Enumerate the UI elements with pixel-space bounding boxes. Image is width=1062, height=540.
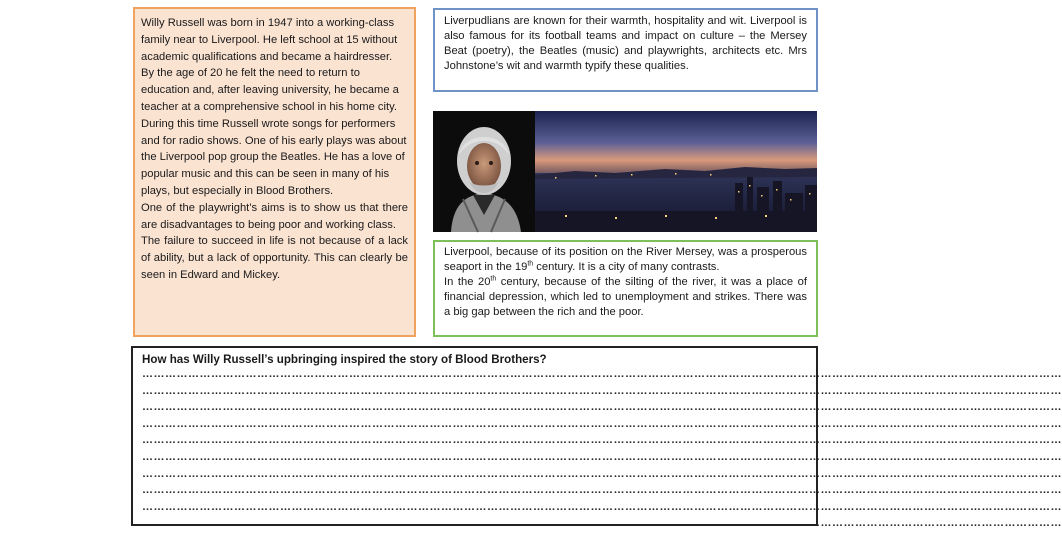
answer-line[interactable]: …………………………………………………………………………………………………………………………………………………………………………………………………………………… — [142, 450, 1062, 463]
history-paragraph-1: Liverpool, because of its position on the River Mersey, was a prosperous seaport in the 19th century. It is a city of many contrasts. — [444, 246, 807, 273]
biography-box — [133, 7, 416, 337]
answer-line[interactable]: …………………………………………………………………………………………………………………………………………………………………………………………………………………… — [142, 484, 1062, 497]
portrait-image — [433, 111, 535, 232]
answer-line[interactable]: …………………………………………………………………………………………………………………………………………………………………………………………………………………… — [142, 368, 1062, 380]
skyline-image — [535, 111, 817, 232]
willy-russell-photo — [433, 111, 535, 232]
liverpudlians-box — [433, 8, 818, 92]
liverpool-skyline-photo — [535, 111, 817, 232]
history-paragraph-2: In the 20th century, because of the silting of the river, it was a place of financial depression, which led to unemployment and strikes. There was a big gap between the rich and the poor. — [444, 275, 807, 318]
question-box — [131, 346, 1062, 530]
bio-paragraph-1: Willy Russell was born in 1947 into a working-class family near to Liverpool. He left school at 15 without academic qualifications and became a hairdresser. By the age of 20 he felt the need to return to education and, after leaving university, he became a teacher at a comprehensive school in his home city. — [141, 17, 399, 113]
question-prompt: How has Willy Russell’s upbringing inspired the story of Blood Brothers? — [142, 353, 547, 366]
bio-paragraph-3: One of the playwright’s aims is to show us that there are disadvantages to being poor and working class. — [141, 201, 408, 231]
liverpudlians-text: Liverpudlians are known for their warmth, hospitality and wit. Liverpool is also famous for its football teams and impact on culture – the Mersey Beat (poetry), the Beatles (music) and playwrights, architects etc. Mrs Johnstone’s wit and warmth typify these qualities. — [444, 15, 807, 72]
liverpool-history-box — [433, 240, 818, 337]
answer-line[interactable]: …………………………………………………………………………………………………………………………………………………………………………………………………………………… — [142, 417, 1062, 430]
bio-paragraph-2: During this time Russell wrote songs for performers and for radio shows. One of his early plays was about the Liverpool pop group the Beatles. He has a love of popular music and this can be seen in many of his plays, but especially in Blood Brothers. — [141, 117, 407, 197]
answer-line[interactable]: …………………………………………………………………………………………………………………………………………………………………………………………………………………… — [142, 384, 1062, 397]
answer-line[interactable]: …………………………………………………………………………………………………………………………………………………………………………………………………………………… — [142, 517, 1062, 530]
answer-line[interactable]: …………………………………………………………………………………………………………………………………………………………………………………………………………………… — [142, 401, 1062, 414]
bio-paragraph-4: The failure to succeed in life is not because of a lack of ability, but a lack of opportunity. This can clearly be seen in Edward and Mickey. — [141, 235, 408, 281]
answer-line[interactable]: …………………………………………………………………………………………………………………………………………………………………………………………………………………… — [142, 500, 1062, 513]
answer-line[interactable]: …………………………………………………………………………………………………………………………………………………………………………………………………………………… — [142, 467, 1062, 480]
answer-line[interactable]: …………………………………………………………………………………………………………………………………………………………………………………………………………………… — [142, 434, 1062, 447]
